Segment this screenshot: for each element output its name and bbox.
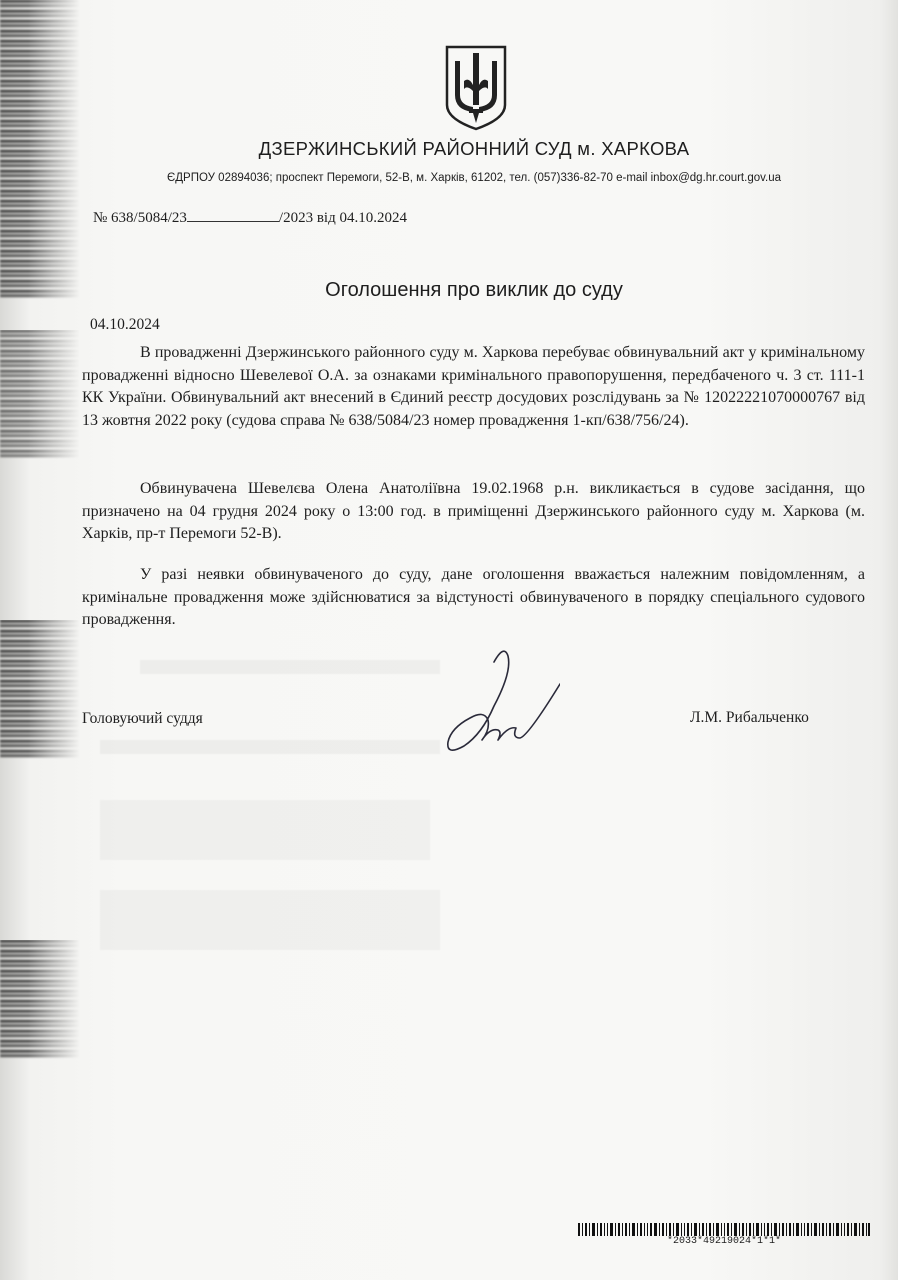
judge-name: Л.М. Рибальченко [690,709,809,726]
paragraph-text: Обвинувачена Шевелєва Олена Анатоліївна 19.02.1968 р.н. викликається в судове засідання, що призначено на 04 грудня 2024 року о 13:00 год. в приміщенні Дзержинського районного суду м. Харкова (м. Харків, пр-т Перемоги 52-В). [82,480,865,542]
bleed-through-shadow [140,660,440,674]
paragraph-text: В провадженні Дзержинського районного суду м. Харкова перебуває обвинувальний акт у кримінальному провадженні відносно Шевелевої О.А. за ознаками кримінального правопорушення, передбаченого ч. 3 ст. 111-1 КК України. Обвинувальний акт внесений в Єдиний реєстр досудових розслідувань за № 12022221070000767 від 13 жовтня 2022 року (судова справа № 638/5084/23 номер провадження 1-кп/638/756/24). [82,344,865,429]
court-contacts: ЄДРПОУ 02894036; проспект Перемоги, 52-В, м. Харків, 61202, тел. (057)336-82-70 e-mail inbox@dg.hr.court.gov.ua [166,172,781,184]
bleed-through-shadow [100,890,440,950]
document-title: Оголошення про виклик до суду [325,279,623,301]
outgoing-number [93,210,407,227]
paragraph-proceedings [82,342,865,432]
signature-icon [442,642,560,762]
trident-emblem-icon [443,45,509,131]
scan-edge-artifact [0,620,80,760]
outgoing-number-prefix: № 638/5084/23 [93,210,187,226]
outgoing-number-suffix: /2023 від 04.10.2024 [278,210,407,226]
bleed-through-shadow [100,740,440,754]
judge-role: Головуючий суддя [82,710,203,727]
barcode-icon [578,1223,870,1236]
scan-edge-artifact [0,330,80,460]
barcode-text: *2033*49219024*1*1* [666,1236,782,1247]
outgoing-number-blank [187,220,279,222]
bleed-through-shadow [100,800,430,860]
scan-edge-artifact [0,940,80,1060]
paragraph-summons [82,478,865,546]
paragraph-text: У разі неявки обвинуваченого до суду, дане оголошення вважається належним повідомленням, а кримінальне провадження може здійснюватися за відстуності обвинуваченого в порядку спеціального судового провадження. [82,566,865,628]
document-date: 04.10.2024 [90,316,160,333]
paragraph-absence-notice [82,564,865,632]
court-name: ДЗЕРЖИНСЬКИЙ РАЙОННИЙ СУД м. ХАРКОВА [258,138,690,159]
